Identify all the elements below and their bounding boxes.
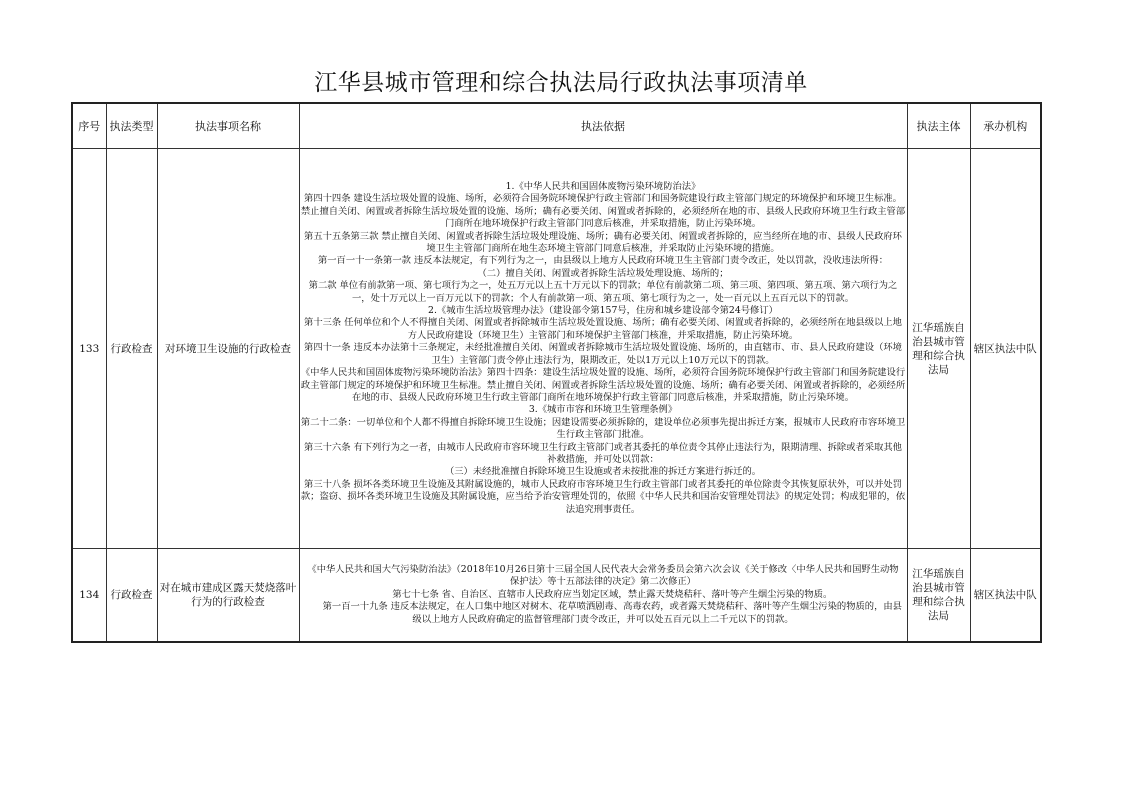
column-header-type: 执法类型	[106, 103, 157, 149]
basis-line: 第五十五条第三款 禁止擅自关闭、闲置或者拆除生活垃圾处理设施、场所；确有必要关闭、闲置或者拆除的，应当经所在地的市、县级人民政府环境卫生主管部门商所在地生态环境主管部门同意后核准，并采取防止污染环境的措施。	[304, 230, 902, 255]
column-header-basis: 执法依据	[299, 103, 907, 149]
basis-line: 第七十七条 省、自治区、直辖市人民政府应当划定区域，禁止露天焚烧秸秆、落叶等产生烟尘污染的物质。	[373, 588, 833, 600]
page-title: 江华县城市管理和综合执法局行政执法事项清单	[314, 70, 808, 96]
basis-line: （二）擅自关闭、闲置或者拆除生活垃圾处理设施、场所的；	[477, 267, 729, 279]
column-header-seq: 序号	[72, 103, 106, 149]
row-enforcement-subject: 江华瑶族自治县城市管理和综合执法局	[907, 149, 970, 549]
row-handling-org: 辖区执法中队	[970, 149, 1041, 549]
basis-line: 《中华人民共和国固体废物污染环境防治法》第四十四条：建设生活垃圾处置的设施、场所，必须符合国务院环境保护行政主管部门和国务院建设行政主管部门规定的环境保护和环境卫生标准。禁止擅自关闭、闲置或者拆除生活垃圾处置的设施、场所；确有必要关闭、闲置或者拆除的，必须经所在地的市、县级人民政府环境卫生行政主管部门商所在地环境保护行政主管部门同意后核准，并采取措施，防止污染环境。	[300, 367, 906, 403]
basis-line: 第二十二条：一切单位和个人都不得擅自拆除环境卫生设施；因建设需要必须拆除的，建设单位必须事先提出拆迁方案，报城市人民政府市容环境卫生行政主管部门批准。	[300, 416, 906, 441]
basis-line: 第一百一十九条 违反本法规定，在人口集中地区对树木、花草喷洒剧毒、高毒农药，或者露天焚烧秸秆、落叶等产生烟尘污染的物质的，由县级以上地方人民政府确定的监督管理部门责令改正，并可以处五百元以上二千元以下的罚款。	[304, 601, 902, 625]
row-handling-org: 辖区执法中队	[970, 549, 1041, 643]
row-enforcement-subject: 江华瑶族自治县城市管理和综合执法局	[907, 549, 970, 643]
row-legal-basis	[299, 149, 907, 549]
row-matter-name: 对在城市建成区露天焚烧落叶行为的行政检查	[157, 549, 299, 643]
basis-line: （三）未经批准擅自拆除环境卫生设施或者未按批准的拆迁方案进行拆迁的。	[444, 466, 762, 478]
column-header-name: 执法事项名称	[157, 103, 299, 149]
table-header-row	[72, 103, 1041, 149]
basis-line: 第四十一条 违反本办法第十三条规定，未经批准擅自关闭、闲置或者拆除城市生活垃圾处置设施、场所的，由直辖市、市、县人民政府建设（环境卫生）主管部门责令停止违法行为，限期改正，处以1万元以上10万元以下的罚款。	[304, 342, 902, 366]
enforcement-matters-table	[71, 102, 1042, 643]
basis-line: 第三十六条 有下列行为之一者，由城市人民政府市容环境卫生行政主管部门或者其委托的单位责令其停止违法行为，限期清理、拆除或者采取其他补救措施，并可处以罚款：	[304, 441, 902, 465]
row-legal-basis	[299, 549, 907, 643]
row-type: 行政检查	[106, 549, 157, 643]
column-header-org: 承办机构	[970, 103, 1041, 149]
table-row	[72, 549, 1041, 643]
basis-line: 第三十八条 损坏各类环境卫生设施及其附属设施的，城市人民政府市容环境卫生行政主管部门或者其委托的单位除责令其恢复原状外，可以并处罚款；盗窃、损坏各类环境卫生设施及其附属设施，应当给予治安管理处罚的，依照《中华人民共和国治安管理处罚法》的规定处罚；构成犯罪的，依法追究刑事责任。	[300, 478, 906, 515]
basis-line: 第十三条 任何单位和个人不得擅自关闭、闲置或者拆除城市生活垃圾处置设施、场所；确有必要关闭、闲置或者拆除的，必须经所在地县级以上地方人民政府建设（环境卫生）主管部门和环境保护主管部门核准，并采取措施，防止污染环境。	[304, 317, 902, 341]
basis-line: 3.《城市市容和环境卫生管理条例》	[528, 404, 678, 416]
row-seq: 133	[72, 149, 106, 549]
row-seq: 134	[72, 549, 106, 643]
row-type: 行政检查	[106, 149, 157, 549]
table-row	[72, 149, 1041, 549]
column-header-subject: 执法主体	[907, 103, 970, 149]
row-matter-name: 对环境卫生设施的行政检查	[157, 149, 299, 549]
basis-line: 《中华人民共和国大气污染防治法》（2018年10月26日第十三届全国人民代表大会常务委员会第六次会议《关于修改〈中华人民共和国野生动物保护法〉等十五部法律的决定》第二次修正）	[307, 563, 899, 588]
basis-line: 第一百一十一条第一款 违反本法规定，有下列行为之一，由县级以上地方人民政府环境卫生主管部门责令改正，处以罚款，没收违法所得：	[317, 255, 889, 267]
basis-line: 2.《城市生活垃圾管理办法》（建设部令第157号，住房和城乡建设部令第24号修订）	[428, 305, 778, 317]
basis-line: 第二款 单位有前款第一项、第七项行为之一，处五万元以上五十万元以下的罚款；单位有前款第二项、第三项、第四项、第五项、第六项行为之一，处十万元以上一百万元以下的罚款；个人有前款第一项、第五项、第七项行为之一，处一百元以上五百元以下的罚款。	[308, 280, 898, 304]
basis-line: 1.《中华人民共和国固体废物污染环境防治法》	[505, 181, 701, 193]
basis-line: 第四十四条 建设生活垃圾处置的设施、场所，必须符合国务院环境保护行政主管部门和国务院建设行政主管部门规定的环境保护和环境卫生标准。禁止擅自关闭、闲置或者拆除生活垃圾处置的设施、场所；确有必要关闭、闲置或者拆除的，必须经所在地的市、县级人民政府环境卫生行政主管部门商所在地环境保护行政主管部门同意后核准，并采取措施，防止污染环境。	[300, 193, 906, 230]
